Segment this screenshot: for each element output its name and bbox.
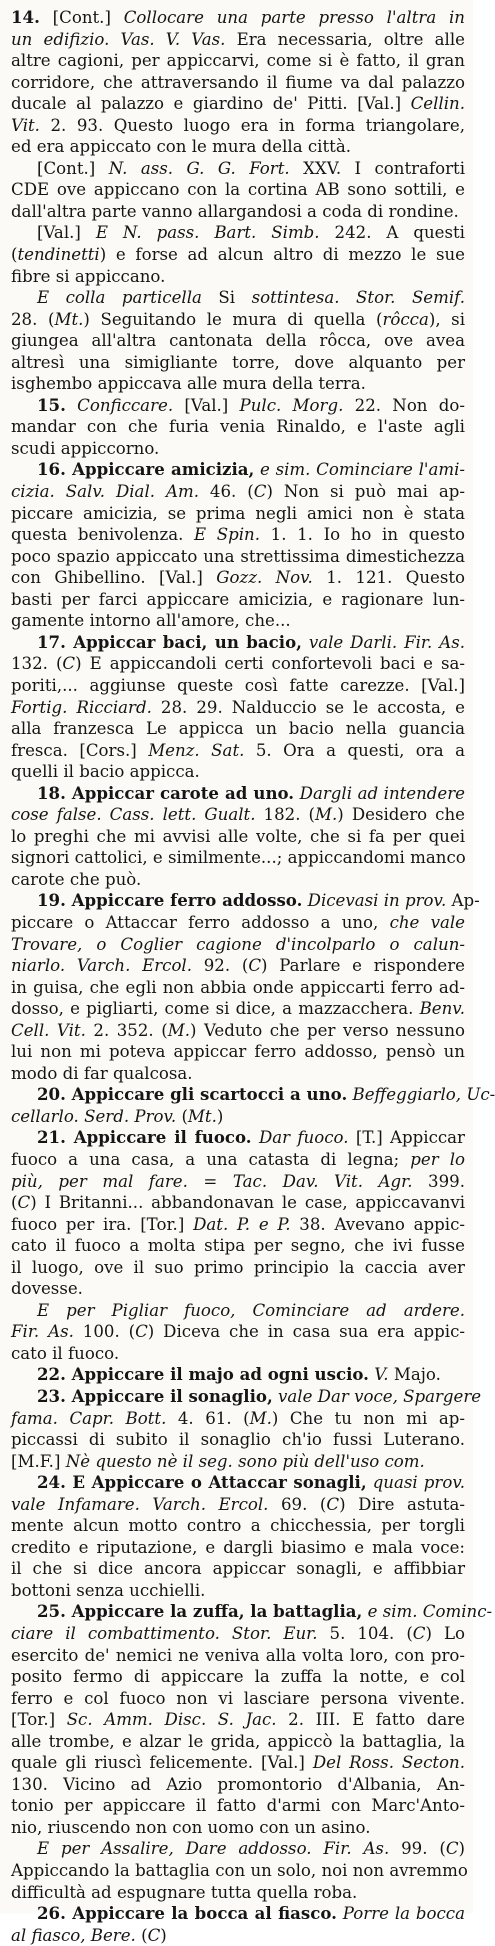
text-line: giungea all'altra cantonata della rôcca, ove avea <box>11 331 465 351</box>
text-line: 15. Conficcare. [Val.] Pulc. Morg. 22. Non do- <box>37 394 465 415</box>
text-line: 130. Vicino ad Azio promontorio d'Albania, An- <box>11 1774 465 1794</box>
text-line: al fiasco, Bere. (C) <box>11 1925 167 1945</box>
text-line: quelli il bacio appicca. <box>11 762 200 782</box>
text-line: dosso, e pigliarti, come si dice, a mazzacchera. Benv. <box>11 999 465 1019</box>
text-line: lui non mi poteva appiccar ferro addosso, pensò un <box>11 1042 465 1062</box>
text-line: alle trombe, e alzar le grida, appiccò la battaglia, la <box>11 1731 465 1751</box>
text-line: piccassi di subito il sonaglio ch'io fussi Luterano. <box>11 1430 465 1450</box>
text-line: 26. Appiccare la bocca al fiasco. Porre la bocca <box>37 1903 465 1924</box>
text-line: ducale al palazzo e giardino de' Pitti. [Val.] Cellin. <box>11 94 465 114</box>
text-line: alla franzesca Le appicca un bacio nella guancia <box>11 719 465 739</box>
text-line: 21. Appiccare il fuoco. Dar fuoco. [T.] Appiccar <box>37 1127 465 1148</box>
text-line: piccare o Attaccar ferro addosso a uno, che vale <box>11 912 465 932</box>
text-line: 16. Appiccare amicizia, e sim. Cominciare l'ami- <box>37 459 465 480</box>
text-line: 25. Appiccare la zuffa, la battaglia, e sim. Cominc- <box>37 1601 493 1622</box>
text-line: [Cont.] N. ass. G. G. Fort. XXV. I contraforti <box>37 158 465 178</box>
text-line: ed era appiccato con le mura della città. <box>11 137 351 157</box>
text-line: 14. [Cont.] Collocare una parte presso l'altra in <box>11 7 465 27</box>
text-line: corridore, che attraversando il fiume va dal palazzo <box>11 72 465 92</box>
text-line: cizia. Salv. Dial. Am. 46. (C) Non si può mai ap- <box>11 482 465 502</box>
text-line: esercito de' nemici ne veniva alla volta loro, con pro- <box>11 1645 465 1665</box>
text-line: vale Infamare. Varch. Ercol. 69. (C) Dire astuta- <box>11 1494 465 1514</box>
text-line: Trovare, o Coglier cagione d'incolparlo o calun- <box>11 934 465 954</box>
text-line: 22. Appiccare il majo ad ogni uscio. V. Majo. <box>37 1364 441 1385</box>
text-line: E colla particella Si sottintesa. Stor. Semif. <box>37 288 465 308</box>
text-line: Appiccando la battaglia con un solo, noi non avremmo <box>11 1861 468 1881</box>
text-line: posito fermo di appiccare la zuffa la notte, e col <box>11 1667 465 1687</box>
text-line: isghembo appiccava alle mura della terra. <box>11 374 366 394</box>
text-line: lo preghi che mi avvisi alle volte, che si fa per quei <box>11 826 465 846</box>
text-line: E per Pigliar fuoco, Cominciare ad ardere. <box>37 1300 465 1320</box>
text-line: poco spazio appiccato una strettissima dimestichezza <box>11 546 465 566</box>
text-line: fuoco per ira. [Tor.] Dat. P. e P. 38. Avevano appic- <box>11 1214 466 1234</box>
text-line: CDE ove appiccano con la cortina AB sono sottili, e <box>11 180 465 200</box>
text-line: basti per farci appiccare amicizia, e ragionare lun- <box>11 589 465 609</box>
text-line: ciare il combattimento. Stor. Eur. 5. 104. (C) Lo <box>11 1624 465 1644</box>
text-line: fresca. [Cors.] Menz. Sat. 5. Ora a questi, ora a <box>11 740 465 760</box>
text-line: poriti,... aggiunse queste così fatte carezze. [Val.] <box>11 675 465 695</box>
text-line: 24. E Appiccare o Attaccar sonagli, quasi prov. <box>37 1472 465 1493</box>
text-line: ferro e col fuoco non vi lasciare persona vivente. <box>11 1688 465 1708</box>
text-line: credito e riputazione, e dargli biasimo e mala voce: <box>11 1537 465 1557</box>
text-line: signori cattolici, e similmente...; appiccandomi manco <box>11 848 466 868</box>
text-line: 23. Appiccare il sonaglio, vale Dar voce, Spargere <box>37 1386 482 1406</box>
text-line: con Ghibellino. [Val.] Gozz. Nov. 1. 121. Questo <box>11 568 466 588</box>
text-line: modo di far qualcosa. <box>11 1063 193 1083</box>
text-line: (tendinetti) e forse ad alcun altro di mezzo le sue <box>11 245 465 265</box>
text-line: Fortig. Ricciard. 28. 29. Nalduccio se le accosta, e <box>11 697 465 717</box>
text-line: questa benivolenza. E Spin. 1. 1. Io ho in questo <box>11 525 465 545</box>
text-line: fuoco a una casa, a una catasta di legna; per lo <box>11 1149 465 1169</box>
text-line: scudi appiccorno. <box>11 438 160 458</box>
text-line: 28. (Mt.) Seguitando le mura di quella (rôcca), si <box>11 309 465 329</box>
text-line: 18. Appiccar carote ad uno. Dargli ad intendere <box>37 782 466 803</box>
text-line: tonio per appiccare il fatto d'armi con Marc'Anto- <box>11 1796 465 1816</box>
text-line: quale gli riuscì felicemente. [Val.] Del Ross. Secton. <box>11 1753 466 1773</box>
text-line: [Tor.] Sc. Amm. Disc. S. Jac. 2. III. E fatto dare <box>11 1710 466 1730</box>
text-line: cato il fuoco. <box>11 1343 120 1363</box>
text-line: mandar con che furia venia Rinaldo, e l'aste agli <box>11 417 465 437</box>
text-line: fibre si appiccano. <box>11 266 166 286</box>
text-line: Cell. Vit. 2. 352. (M.) Veduto che per verso nessuno <box>11 1020 466 1040</box>
text-line: altresì una simigliante torre, dove alquanto per <box>11 352 465 372</box>
text-line: carote che può. <box>11 869 142 889</box>
text-line: Vit. 2. 93. Questo luogo era in forma triangolare, <box>11 115 465 135</box>
text-line: mente alcun motto contro a chicchessia, per torgli <box>11 1516 465 1536</box>
text-line: il luogo, ove il suo primo principio la caccia aver <box>11 1257 465 1277</box>
text-line: cose false. Cass. lett. Gualt. 182. (M.) Desidero che <box>11 805 465 825</box>
text-line: piccare amicizia, se prima negli amici non è stata <box>11 503 465 523</box>
text-line: più, per mal fare. = Tac. Dav. Vit. Agr. 399. <box>11 1171 465 1191</box>
text-line: difficultà ad espugnare tutta quella roba. <box>11 1882 358 1902</box>
text-line: 20. Appiccare gli scartocci a uno. Beffeggiarlo, Uc- <box>37 1084 495 1105</box>
text-line: (C) I Britanni... abbandonavan le case, appiccavanvi <box>11 1193 465 1213</box>
text-line: cato il fuoco a molta stipa per segno, che ivi fusse <box>11 1236 465 1256</box>
text-line: dall'altra parte vanno allargandosi a coda di rondine. <box>11 201 459 221</box>
text-line: un edifizio. Vas. V. Vas. Era necessaria, oltre alle <box>11 29 465 49</box>
text-line: 132. (C) E appiccandoli certi confortevoli baci e sa- <box>11 654 465 674</box>
text-line: dovesse. <box>11 1279 83 1299</box>
text-line: gamente intorno all'amore, che... <box>11 611 291 631</box>
text-line: fama. Capr. Bott. 4. 61. (M.) Che tu non mi ap- <box>11 1408 465 1428</box>
text-line: bottoni senza ucchielli. <box>11 1580 206 1600</box>
text-line: niarlo. Varch. Ercol. 92. (C) Parlare e rispondere <box>11 956 465 976</box>
text-line: 19. Appiccare ferro addosso. Dicevasi in prov. Ap- <box>37 890 480 911</box>
text-line: [Val.] E N. pass. Bart. Simb. 242. A questi <box>37 223 465 243</box>
text-line: il che si dice ancora appiccar sonagli, e affibbiar <box>11 1559 465 1579</box>
text-line: Fir. As. 100. (C) Diceva che in casa sua era appic- <box>11 1322 465 1342</box>
text-line: altre cagioni, per appiccarvi, come si è fatto, il gran <box>11 51 465 71</box>
text-line: 17. Appiccar baci, un bacio, vale Darli. Fir. As. <box>37 631 465 652</box>
text-line: nio, riuscendo non con uomo con un asino. <box>11 1817 371 1837</box>
text-line: E per Assalire, Dare addosso. Fir. As. 99. (C) <box>37 1839 465 1859</box>
text-line: cellarlo. Serd. Prov. (Mt.) <box>11 1106 224 1126</box>
text-line: [M.F.] Nè questo nè il seg. sono più dell'uso com. <box>11 1451 425 1471</box>
text-line: in guisa, che egli non abbia onde appiccarti ferro ad- <box>11 977 465 997</box>
